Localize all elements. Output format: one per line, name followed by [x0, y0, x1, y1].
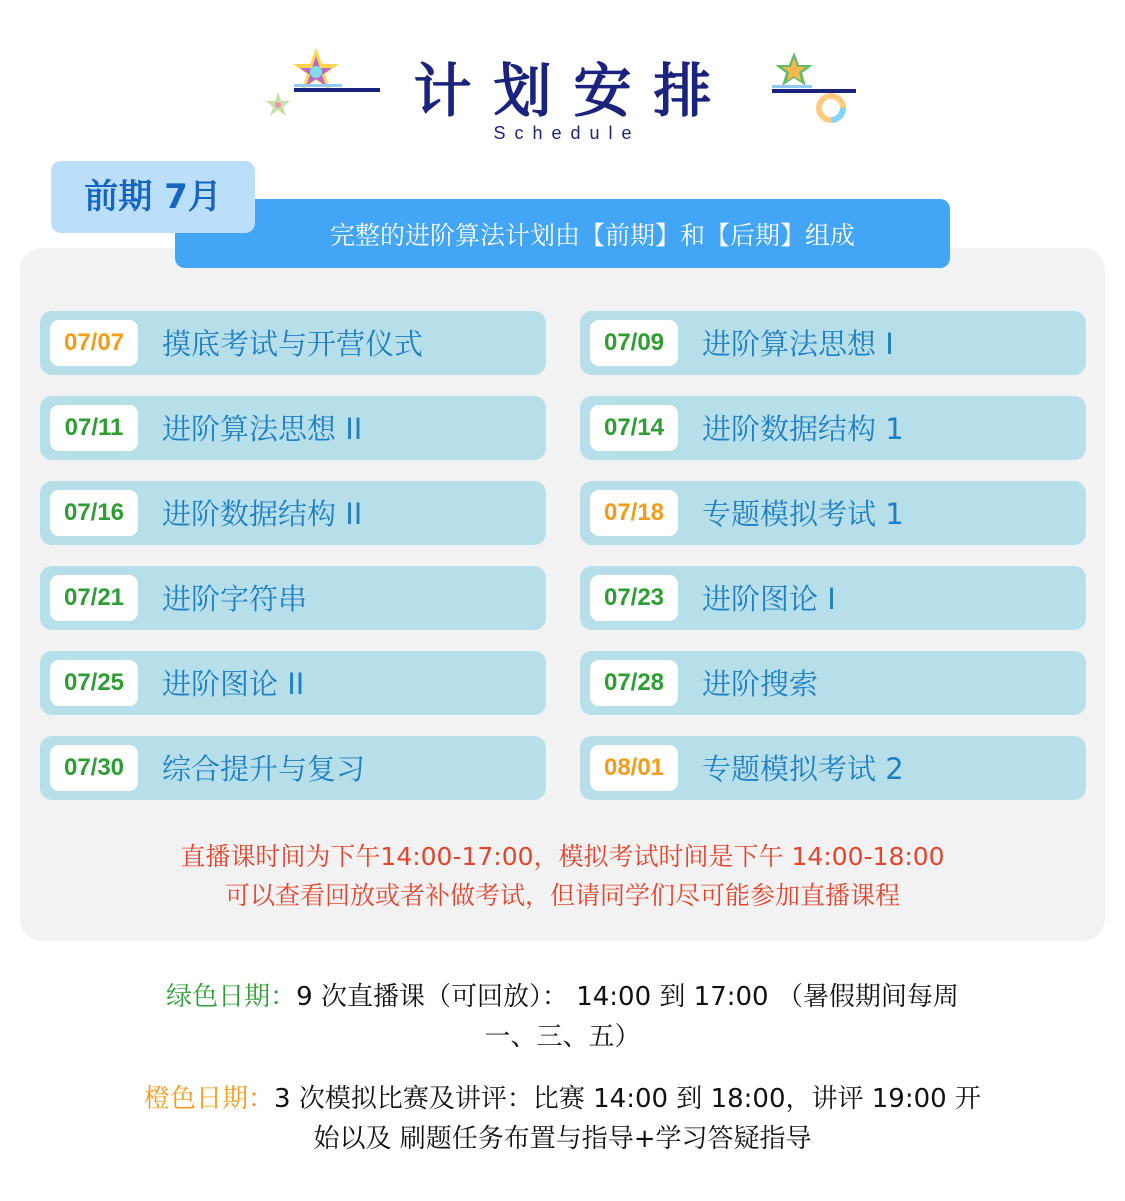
- schedule-date: 07/21: [50, 575, 138, 621]
- legend-orange-text: 3 次模拟比赛及讲评：比赛 14:00 到 18:00，讲评 19:00 开: [274, 1084, 981, 1114]
- schedule-topic: 综合提升与复习: [162, 752, 366, 786]
- schedule-topic: 进阶数据结构 1: [702, 412, 904, 446]
- schedule-date: 07/23: [590, 575, 678, 621]
- legend-orange-line-1: [90, 1079, 1035, 1119]
- phase-tab: 前期 7月: [51, 161, 255, 233]
- schedule-topic: 进阶图论 I: [702, 582, 836, 616]
- schedule-row: [580, 311, 1086, 375]
- schedule-topic: 进阶搜索: [702, 667, 819, 701]
- schedule-topic: 进阶数据结构 II: [162, 497, 363, 531]
- schedule-row: [580, 396, 1086, 460]
- page-subtitle: Schedule: [493, 123, 641, 143]
- legend-orange-key: 橙色日期：: [144, 1084, 275, 1114]
- schedule-date: 07/16: [50, 490, 138, 536]
- schedule-row: [580, 566, 1086, 630]
- note-line-2: 可以查看回放或者补做考试，但请同学们尽可能参加直播课程: [224, 881, 900, 910]
- legend-orange-line-2: 始以及 刷题任务布置与指导+学习答疑指导: [313, 1124, 812, 1154]
- schedule-date: 07/28: [590, 660, 678, 706]
- schedule-date: 07/30: [50, 745, 138, 791]
- schedule-topic: 进阶算法思想 I: [702, 327, 894, 361]
- legend-green-line-1: [90, 977, 1035, 1017]
- legend-green-key: 绿色日期：: [166, 982, 297, 1012]
- schedule-row: [40, 566, 546, 630]
- schedule-topic: 专题模拟考试 2: [702, 752, 904, 786]
- schedule-topic: 进阶图论 II: [162, 667, 305, 701]
- schedule-row: [580, 481, 1086, 545]
- schedule-row: [40, 651, 546, 715]
- schedule-row: [40, 736, 546, 800]
- page-title: 计划安排: [413, 57, 734, 125]
- legend-green: [90, 977, 1035, 1057]
- schedule-date: 08/01: [590, 745, 678, 791]
- legend-orange: [90, 1079, 1035, 1159]
- schedule-row: [40, 396, 546, 460]
- schedule-row: [580, 651, 1086, 715]
- schedule-row: [40, 311, 546, 375]
- schedule-date: 07/25: [50, 660, 138, 706]
- schedule-date: 07/07: [50, 320, 138, 366]
- schedule-date: 07/09: [590, 320, 678, 366]
- schedule-date: 07/18: [590, 490, 678, 536]
- schedule-topic: 进阶字符串: [162, 582, 308, 616]
- legend-green-text: 9 次直播课（可回放）： 14:00 到 17:00 （暑假期间每周: [296, 982, 959, 1012]
- schedule-topic: 专题模拟考试 1: [702, 497, 904, 531]
- schedule-date: 07/11: [50, 405, 138, 451]
- schedule-topic: 摸底考试与开营仪式: [162, 327, 424, 361]
- schedule-date: 07/14: [590, 405, 678, 451]
- schedule-row: [580, 736, 1086, 800]
- header: [0, 0, 1125, 160]
- plan-banner: 完整的进阶算法计划由【前期】和【后期】组成: [175, 199, 950, 268]
- legend-green-line-2: 一、三、五）: [484, 1022, 641, 1052]
- schedule-topic: 进阶算法思想 II: [162, 412, 363, 446]
- note-line-1: 直播课时间为下午14:00-17:00，模拟考试时间是下午 14:00-18:00: [180, 842, 945, 871]
- schedule-row: [40, 481, 546, 545]
